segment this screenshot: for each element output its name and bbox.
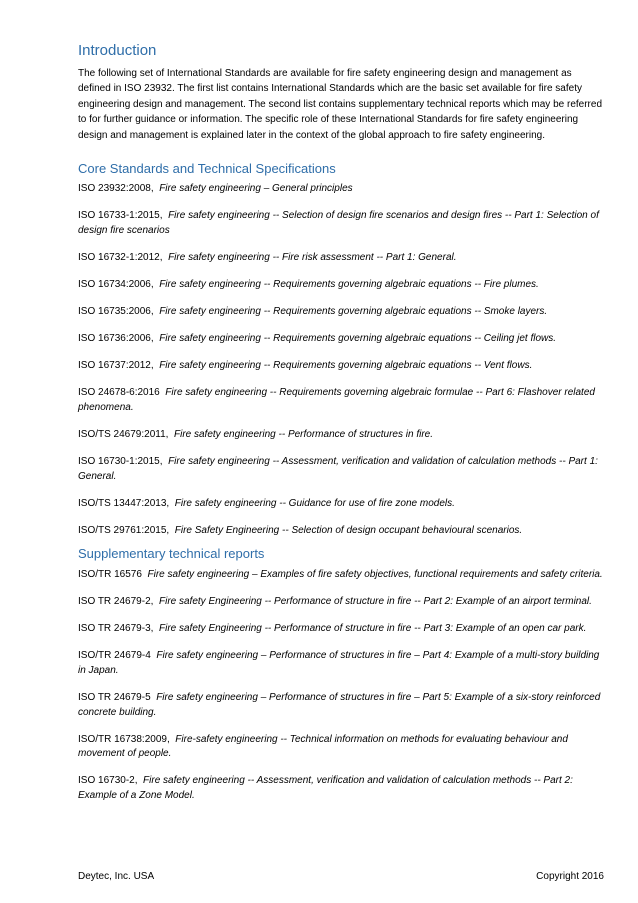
standard-code: ISO/TS 24679:2011, (78, 428, 169, 440)
list-item (78, 332, 604, 347)
standard-code: ISO 16732-1:2012, (78, 251, 163, 263)
list-item (78, 182, 604, 197)
report-code: ISO/TR 24679-4 (78, 650, 151, 662)
standard-code: ISO 16737:2012, (78, 360, 154, 372)
standard-code: ISO 23932:2008, (78, 183, 154, 194)
introduction-paragraph: The following set of International Standards are available for fire safety engineering design and management as defined in ISO 23932. The first list contains International Standards which are the basic set available for fire safety engineering design and management. The second list contains supplementary technical reports which may be referred to for further guidance or information. The specific role of these International Standards for fire safety engineering design and management is explained later in the context of the global approach to fire safety engineering. (78, 68, 603, 141)
list-item (78, 691, 604, 720)
standard-code: ISO 16736:2006, (78, 333, 154, 345)
report-title: Fire safety Engineering -- Performance of structure in fire -- Part 3: Example of an open car park. (158, 623, 587, 635)
standard-title: Fire safety engineering -- Requirements governing algebraic equations -- Vent flows. (159, 360, 533, 372)
standard-code: ISO/TS 29761:2015, (78, 524, 170, 536)
list-item (78, 774, 604, 803)
list-item (78, 649, 604, 678)
list-item (78, 497, 604, 512)
standard-title: Fire safety engineering -- Requirements governing algebraic equations -- Smoke layers. (159, 305, 548, 317)
standard-code: ISO 16734:2006, (78, 278, 154, 290)
report-code: ISO TR 24679-5 (78, 691, 151, 703)
list-item (78, 733, 604, 762)
report-code: ISO/TR 16576 (78, 569, 142, 580)
standard-code: ISO 24678-6:2016 (78, 387, 160, 399)
report-code: ISO TR 24679-2, (78, 596, 154, 608)
report-title: Fire safety engineering – Performance of structures in fire – Part 5: Example of a six-story reinforced concrete building. (78, 691, 601, 718)
report-title: Fire safety engineering -- Assessment, verification and validation of calculation methods -- Part 2: Example of a Zone Model. (78, 775, 573, 801)
list-item (78, 595, 604, 610)
list-item (78, 568, 604, 583)
report-code: ISO/TR 16738:2009, (78, 733, 170, 745)
list-item (78, 359, 604, 374)
core-standards-list (78, 182, 604, 551)
standard-title: Fire safety engineering -- Guidance for use of fire zone models. (174, 497, 455, 509)
report-code: ISO TR 24679-3, (78, 623, 154, 635)
standard-title: Fire safety engineering – General principles (159, 183, 353, 194)
standard-code: ISO/TS 13447:2013, (78, 497, 170, 509)
standard-code: ISO 16735:2006, (78, 305, 154, 317)
page-footer (78, 871, 604, 882)
standard-title: Fire safety engineering -- Requirements governing algebraic equations -- Ceiling jet flows. (159, 333, 557, 345)
standard-title: Fire safety engineering -- Fire risk assessment -- Part 1: General. (168, 251, 457, 263)
standard-title: Fire safety engineering -- Requirements governing algebraic equations -- Fire plumes. (159, 278, 539, 290)
list-item (78, 209, 604, 238)
list-item (78, 386, 604, 415)
report-code: ISO 16730-2, (78, 775, 138, 787)
standard-title: Fire safety engineering -- Requirements governing algebraic formulae -- Part 6: Flashover related phenomena. (78, 387, 595, 413)
report-title: Fire safety engineering – Performance of structures in fire – Part 4: Example of a multi-story building in Japan. (78, 650, 600, 676)
supplementary-reports-heading: Supplementary technical reports (78, 546, 265, 561)
standard-title: Fire Safety Engineering -- Selection of design occupant behavioural scenarios. (174, 524, 523, 536)
core-standards-heading: Core Standards and Technical Specifications (78, 161, 336, 176)
list-item (78, 305, 604, 320)
report-title: Fire safety engineering – Examples of fire safety objectives, functional requirements and safety criteria. (147, 569, 603, 580)
list-item (78, 622, 604, 637)
report-title: Fire safety Engineering -- Performance of structure in fire -- Part 2: Example of an airport terminal. (158, 596, 592, 608)
supplementary-reports-list (78, 568, 604, 816)
footer-copyright: Copyright 2016 (536, 871, 604, 882)
standard-title: Fire safety engineering -- Selection of design fire scenarios and design fires -- Part 1: Selection of design fire scenarios (78, 210, 599, 236)
standard-code: ISO 16733-1:2015, (78, 210, 163, 222)
report-title: Fire-safety engineering -- Technical information on methods for evaluating behaviour and movement of people. (78, 733, 568, 760)
list-item (78, 251, 604, 266)
standard-code: ISO 16730-1:2015, (78, 456, 163, 468)
list-item (78, 428, 604, 443)
standard-title: Fire safety engineering -- Assessment, verification and validation of calculation methods -- Part 1: General. (78, 456, 598, 482)
list-item (78, 524, 604, 539)
list-item (78, 278, 604, 293)
introduction-heading: Introduction (78, 42, 157, 59)
footer-company: Deytec, Inc. USA (78, 871, 155, 882)
standard-title: Fire safety engineering -- Performance of structures in fire. (174, 428, 433, 440)
list-item (78, 455, 604, 484)
